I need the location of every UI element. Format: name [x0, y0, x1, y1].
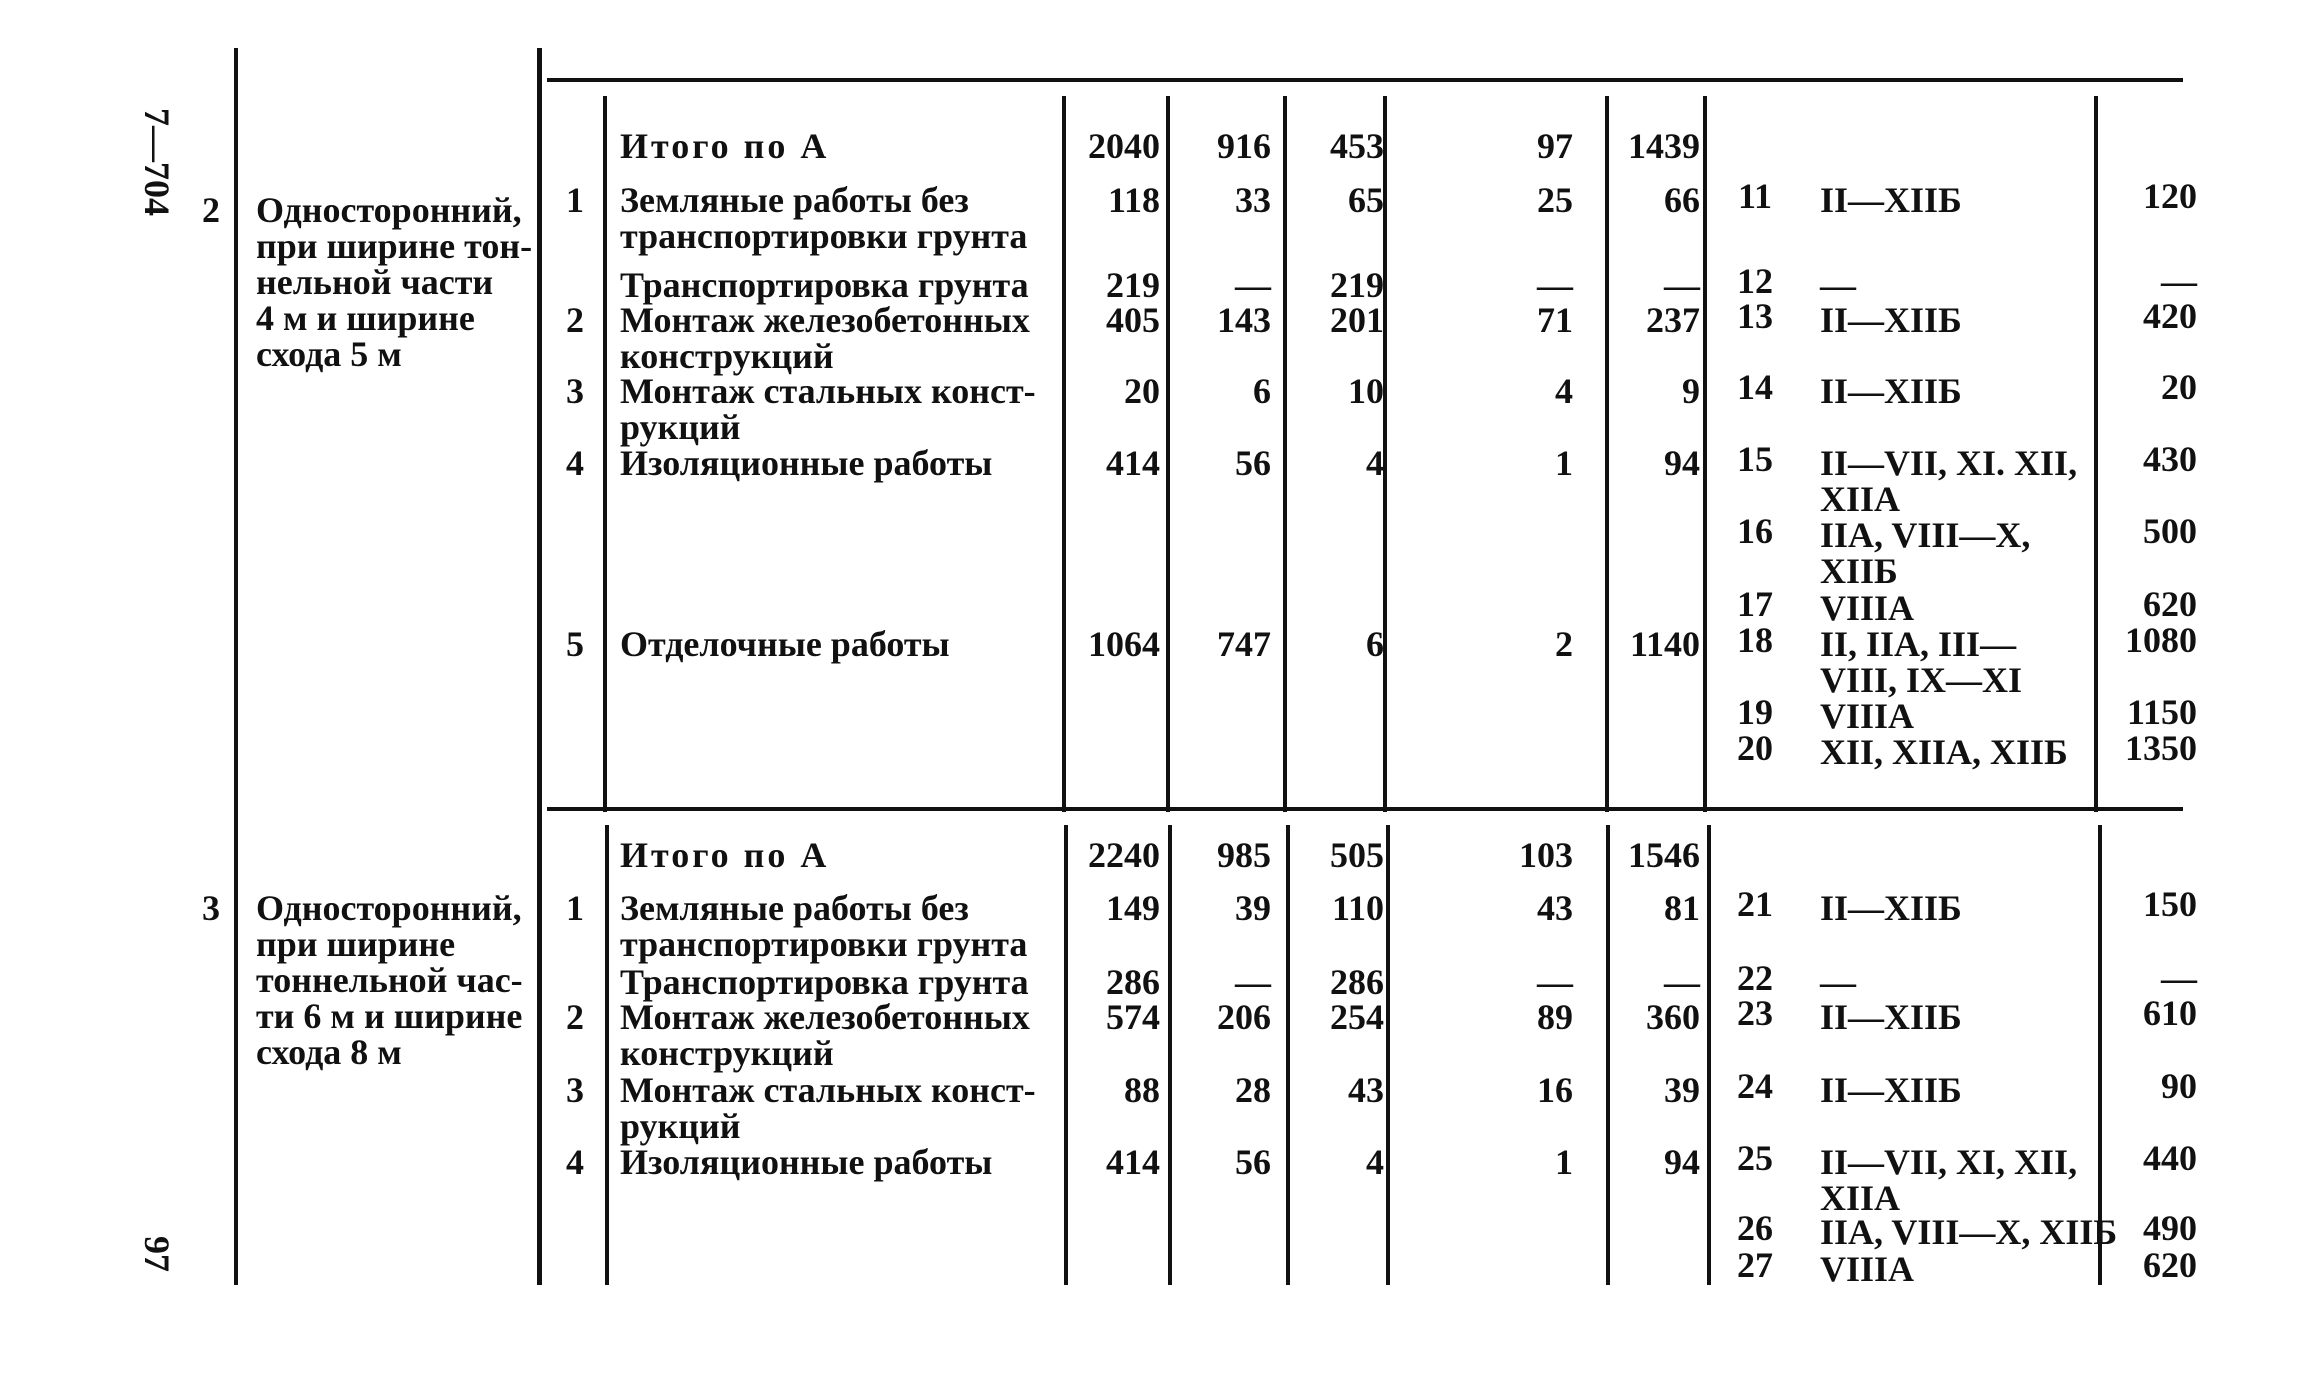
header-code: 7—704: [137, 108, 177, 216]
total-cell: 103: [1519, 835, 1573, 875]
table-cell: 71: [1537, 300, 1573, 340]
section-description-line: при ширине тон-: [256, 226, 533, 266]
page-number: 97: [137, 1236, 177, 1272]
total-cell: 453: [1330, 126, 1384, 166]
table-cell: 4: [1366, 443, 1384, 483]
column-rule: [1707, 825, 1711, 1285]
table-cell: 201: [1330, 300, 1384, 340]
table-cell: 405: [1106, 300, 1160, 340]
table-cell: 1140: [1629, 624, 1700, 664]
work-name-line: Земляные работы без: [620, 180, 969, 220]
last-value: 620: [2143, 584, 2197, 624]
row-number: 2: [566, 997, 584, 1037]
category-line: XIIA: [1820, 1178, 1901, 1218]
table-cell: 66: [1664, 180, 1700, 220]
table-cell: 1: [1555, 1142, 1573, 1182]
column-rule: [234, 48, 238, 1285]
table-cell: 25: [1537, 180, 1573, 220]
ref-number: 24: [1737, 1066, 1773, 1106]
category-line: II—XIIБ: [1820, 300, 1962, 340]
ref-number: 14: [1737, 367, 1773, 407]
category-line: —: [1820, 265, 1856, 305]
ref-number: 15: [1737, 439, 1773, 479]
work-name-line: Земляные работы без: [620, 888, 969, 928]
ref-number: 18: [1737, 620, 1773, 660]
table-cell: 219: [1330, 265, 1384, 305]
total-cell: 985: [1217, 835, 1271, 875]
table-cell: 33: [1235, 180, 1271, 220]
category-line: II—XIIБ: [1820, 888, 1962, 928]
section-description-line: 4 м и ширине: [256, 298, 475, 338]
table-cell: 43: [1537, 888, 1573, 928]
last-value: 620: [2143, 1245, 2197, 1285]
work-name-line: Монтаж железобетонных: [620, 997, 1030, 1037]
category-line: II—VII, XI, XII,: [1820, 1142, 2078, 1182]
ref-number: 16: [1737, 511, 1773, 551]
table-cell: 4: [1555, 371, 1573, 411]
work-name-line: Монтаж стальных конст-: [620, 371, 1036, 411]
total-cell: 505: [1330, 835, 1384, 875]
work-name-line: транспортировки грунта: [620, 216, 1028, 256]
last-value: 150: [2143, 884, 2197, 924]
table-cell: 81: [1664, 888, 1700, 928]
table-cell: 149: [1106, 888, 1160, 928]
category-line: II, IIA, III—: [1820, 624, 2017, 664]
section-description-line: Односторонний,: [256, 888, 522, 928]
section-description-line: тоннельной час-: [256, 960, 523, 1000]
ref-number: 23: [1737, 993, 1773, 1033]
table-cell: 143: [1217, 300, 1271, 340]
last-value: 120: [2143, 176, 2197, 216]
category-line: XII, XIIA, XIIБ: [1820, 732, 2068, 772]
row-number: 5: [566, 624, 584, 664]
work-name-line: Монтаж стальных конст-: [620, 1070, 1036, 1110]
category-line: XIIA: [1820, 479, 1901, 519]
section-description-line: при ширине: [256, 924, 456, 964]
column-rule: [603, 96, 607, 812]
column-rule: [605, 825, 609, 1285]
table-cell: 6: [1366, 624, 1384, 664]
work-name-line: конструкций: [620, 336, 834, 376]
last-value: —: [2161, 261, 2197, 301]
table-cell: 6: [1253, 371, 1271, 411]
category-line: VIII, IX—XI: [1820, 660, 2023, 700]
category-line: VIIIA: [1820, 1249, 1915, 1289]
table-cell: 254: [1330, 997, 1384, 1037]
table-cell: 574: [1106, 997, 1160, 1037]
table-cell: 286: [1106, 962, 1160, 1002]
work-name-line: Монтаж железобетонных: [620, 300, 1030, 340]
table-cell: 88: [1124, 1070, 1160, 1110]
last-value: —: [2161, 958, 2197, 998]
table-cell: 1: [1555, 443, 1573, 483]
row-number: 3: [566, 1070, 584, 1110]
total-cell: 916: [1217, 126, 1271, 166]
table-cell: 28: [1235, 1070, 1271, 1110]
table-cell: 1064: [1088, 624, 1160, 664]
table-cell: —: [1664, 265, 1700, 305]
last-value: 430: [2143, 439, 2197, 479]
ref-number: 13: [1737, 296, 1773, 336]
table-cell: 4: [1366, 1142, 1384, 1182]
ref-number: 25: [1737, 1138, 1773, 1178]
category-line: IIA, VIII—X, XIIБ: [1820, 1212, 2118, 1252]
total-label: Итого по А: [620, 835, 830, 875]
table-cell: 10: [1348, 371, 1384, 411]
ref-number: 20: [1737, 728, 1773, 768]
section-description-line: нельной части: [256, 262, 494, 302]
last-value: 1080: [2125, 620, 2197, 660]
column-rule: [537, 48, 542, 1285]
last-value: 90: [2161, 1066, 2197, 1106]
work-name-line: конструкций: [620, 1033, 834, 1073]
row-rule: [547, 78, 2183, 82]
ref-number: 17: [1737, 584, 1773, 624]
table-cell: 56: [1235, 443, 1271, 483]
work-name-line: Изоляционные работы: [620, 1142, 993, 1182]
last-value: 1150: [2126, 692, 2197, 732]
category-line: VIIIA: [1820, 588, 1915, 628]
table-cell: 94: [1664, 1142, 1700, 1182]
table-cell: 747: [1217, 624, 1271, 664]
table-cell: —: [1235, 265, 1271, 305]
section-description-line: схода 8 м: [256, 1032, 402, 1072]
ref-number: 26: [1737, 1208, 1773, 1248]
work-name-line: Отделочные работы: [620, 624, 950, 664]
work-name-line: Изоляционные работы: [620, 443, 993, 483]
table-cell: 39: [1235, 888, 1271, 928]
column-rule: [1386, 825, 1390, 1285]
category-line: II—VII, XI. XII,: [1820, 443, 2078, 483]
table-cell: 9: [1682, 371, 1700, 411]
ref-number: 22: [1737, 958, 1773, 998]
section-number: 2: [202, 190, 220, 230]
total-cell: 2240: [1088, 835, 1160, 875]
row-number: 4: [566, 443, 584, 483]
total-cell: 97: [1537, 126, 1573, 166]
table-cell: 219: [1106, 265, 1160, 305]
table-cell: 16: [1537, 1070, 1573, 1110]
table-cell: 360: [1646, 997, 1700, 1037]
table-cell: 110: [1331, 888, 1384, 928]
last-value: 490: [2143, 1208, 2197, 1248]
table-cell: —: [1664, 962, 1700, 1002]
last-value: 20: [2161, 367, 2197, 407]
table-cell: —: [1537, 962, 1573, 1002]
row-rule: [547, 807, 2183, 811]
work-name-line: рукций: [620, 1106, 741, 1146]
table-cell: 65: [1348, 180, 1384, 220]
table-cell: 118: [1107, 180, 1160, 220]
category-line: II—XIIБ: [1820, 997, 1962, 1037]
table-cell: 43: [1348, 1070, 1384, 1110]
ref-number: 27: [1737, 1245, 1773, 1285]
table-cell: 237: [1646, 300, 1700, 340]
row-number: 3: [566, 371, 584, 411]
table-cell: —: [1235, 962, 1271, 1002]
ref-number: 19: [1737, 692, 1773, 732]
category-line: II—XIIБ: [1820, 1070, 1962, 1110]
table-cell: 2: [1555, 624, 1573, 664]
table-cell: 20: [1124, 371, 1160, 411]
total-label: Итого по А: [620, 126, 830, 166]
work-name-line: рукций: [620, 407, 741, 447]
table-cell: —: [1537, 265, 1573, 305]
section-description-line: схода 5 м: [256, 334, 402, 374]
table-cell: 39: [1664, 1070, 1700, 1110]
category-line: VIIIA: [1820, 696, 1915, 736]
last-value: 610: [2143, 993, 2197, 1033]
category-line: II—XIIБ: [1820, 371, 1962, 411]
column-rule: [1703, 96, 1707, 812]
last-value: 500: [2143, 511, 2197, 551]
row-number: 2: [566, 300, 584, 340]
row-number: 4: [566, 1142, 584, 1182]
table-cell: 206: [1217, 997, 1271, 1037]
ref-number: 12: [1737, 261, 1773, 301]
last-value: 420: [2143, 296, 2197, 336]
section-number: 3: [202, 888, 220, 928]
work-name-line: Транспортировка грунта: [620, 265, 1029, 305]
section-description-line: ти 6 м и ширине: [256, 996, 523, 1036]
section-description-line: Односторонний,: [256, 190, 522, 230]
ref-number: 21: [1737, 884, 1773, 924]
table-cell: 286: [1330, 962, 1384, 1002]
total-cell: 2040: [1088, 126, 1160, 166]
total-cell: 1439: [1628, 126, 1700, 166]
table-cell: 89: [1537, 997, 1573, 1037]
work-name-line: Транспортировка грунта: [620, 962, 1029, 1002]
category-line: IIA, VIII—X,: [1820, 515, 2031, 555]
row-number: 1: [566, 180, 584, 220]
row-number: 1: [566, 888, 584, 928]
category-line: —: [1820, 962, 1856, 1002]
table-cell: 56: [1235, 1142, 1271, 1182]
category-line: XIIБ: [1820, 551, 1898, 591]
category-line: II—XIIБ: [1820, 180, 1962, 220]
table-cell: 414: [1106, 1142, 1160, 1182]
table-cell: 414: [1106, 443, 1160, 483]
work-name-line: транспортировки грунта: [620, 924, 1028, 964]
last-value: 440: [2143, 1138, 2197, 1178]
table-cell: 94: [1664, 443, 1700, 483]
last-value: 1350: [2125, 728, 2197, 768]
ref-number: 11: [1737, 176, 1772, 216]
total-cell: 1546: [1628, 835, 1700, 875]
